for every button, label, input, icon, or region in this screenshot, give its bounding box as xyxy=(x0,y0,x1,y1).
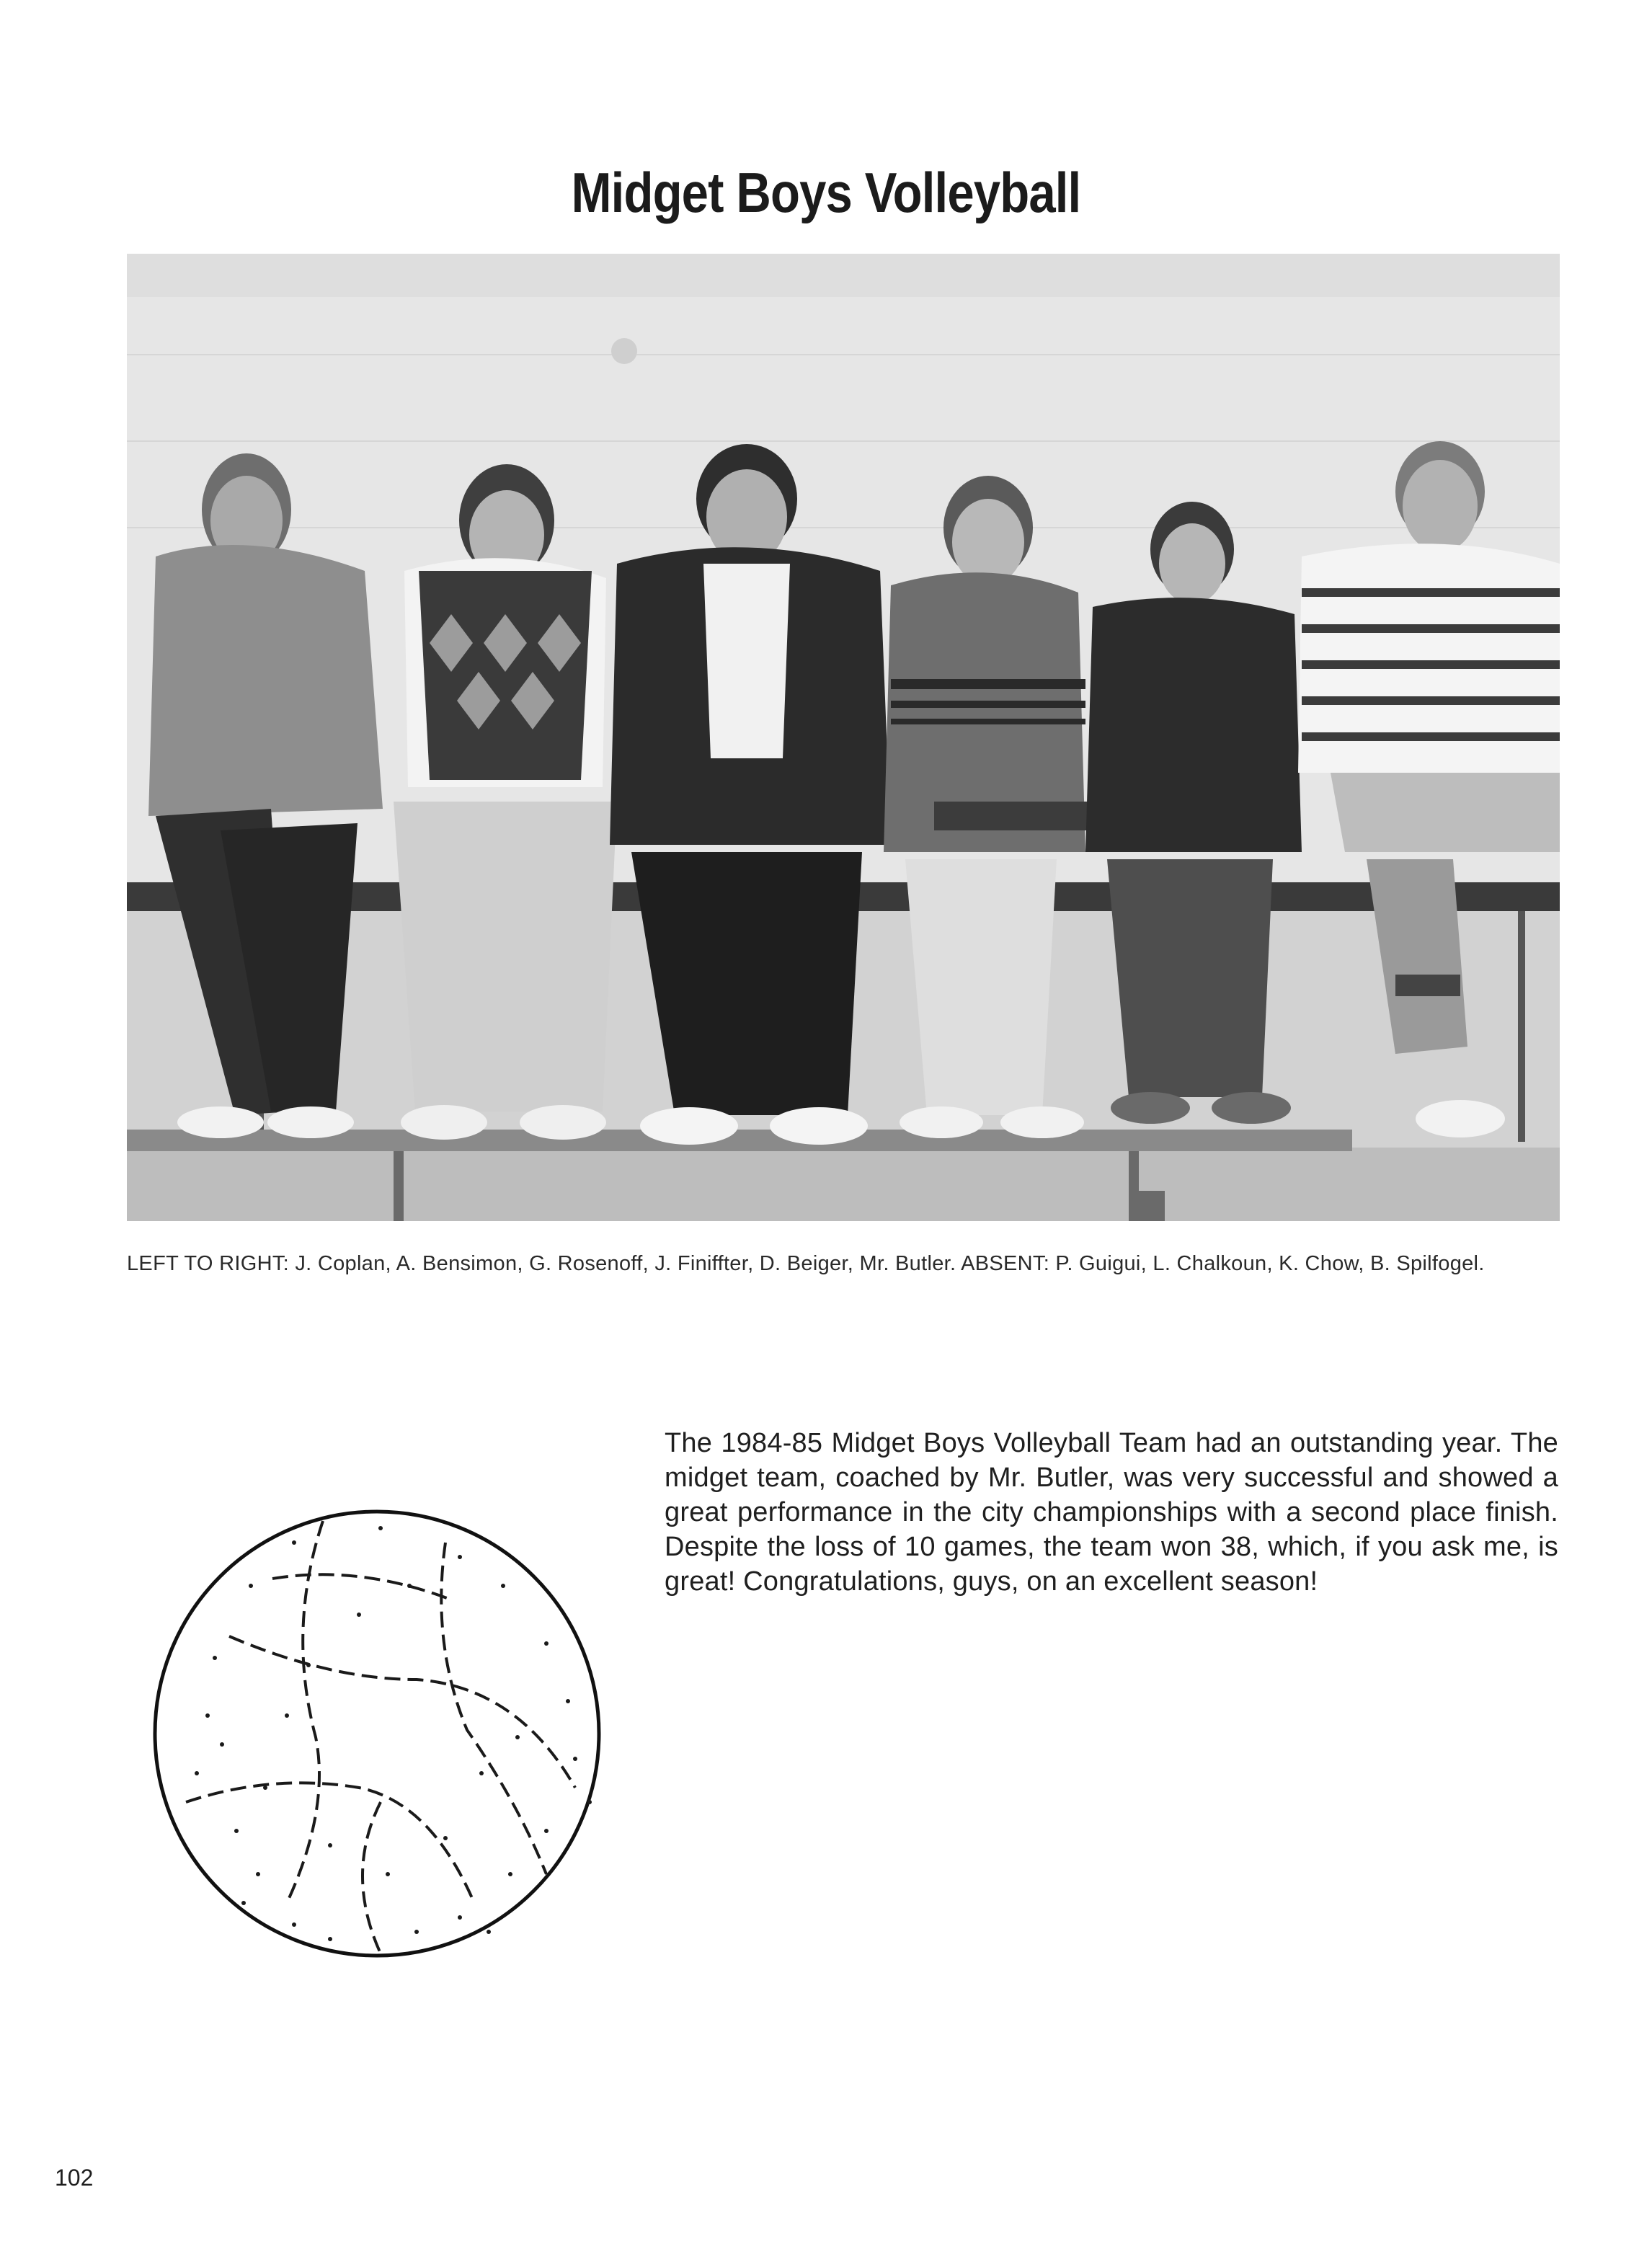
page-title: Midget Boys Volleyball xyxy=(571,161,1081,224)
team-photo xyxy=(127,254,1560,1221)
page-number: 102 xyxy=(55,2165,94,2191)
article-body: The 1984-85 Midget Boys Volleyball Team had an outstanding year. The midget team, coached by Mr. Butler, was very successful and showed a great performance in the city championships with a second place finish. Despite the loss of 10 games, the team won 38, which, if you ask me, is great! Congratulations, guys, on an excellent season! xyxy=(665,1428,1558,1597)
volleyball-icon xyxy=(143,1499,611,1968)
photo-caption: LEFT TO RIGHT: J. Coplan, A. Bensimon, G. Rosenoff, J. Finiffter, D. Beiger, Mr. Butler. ABSENT: P. Guigui, L. Chalkoun, K. Chow, B. Spilfogel. xyxy=(127,1252,1485,1275)
